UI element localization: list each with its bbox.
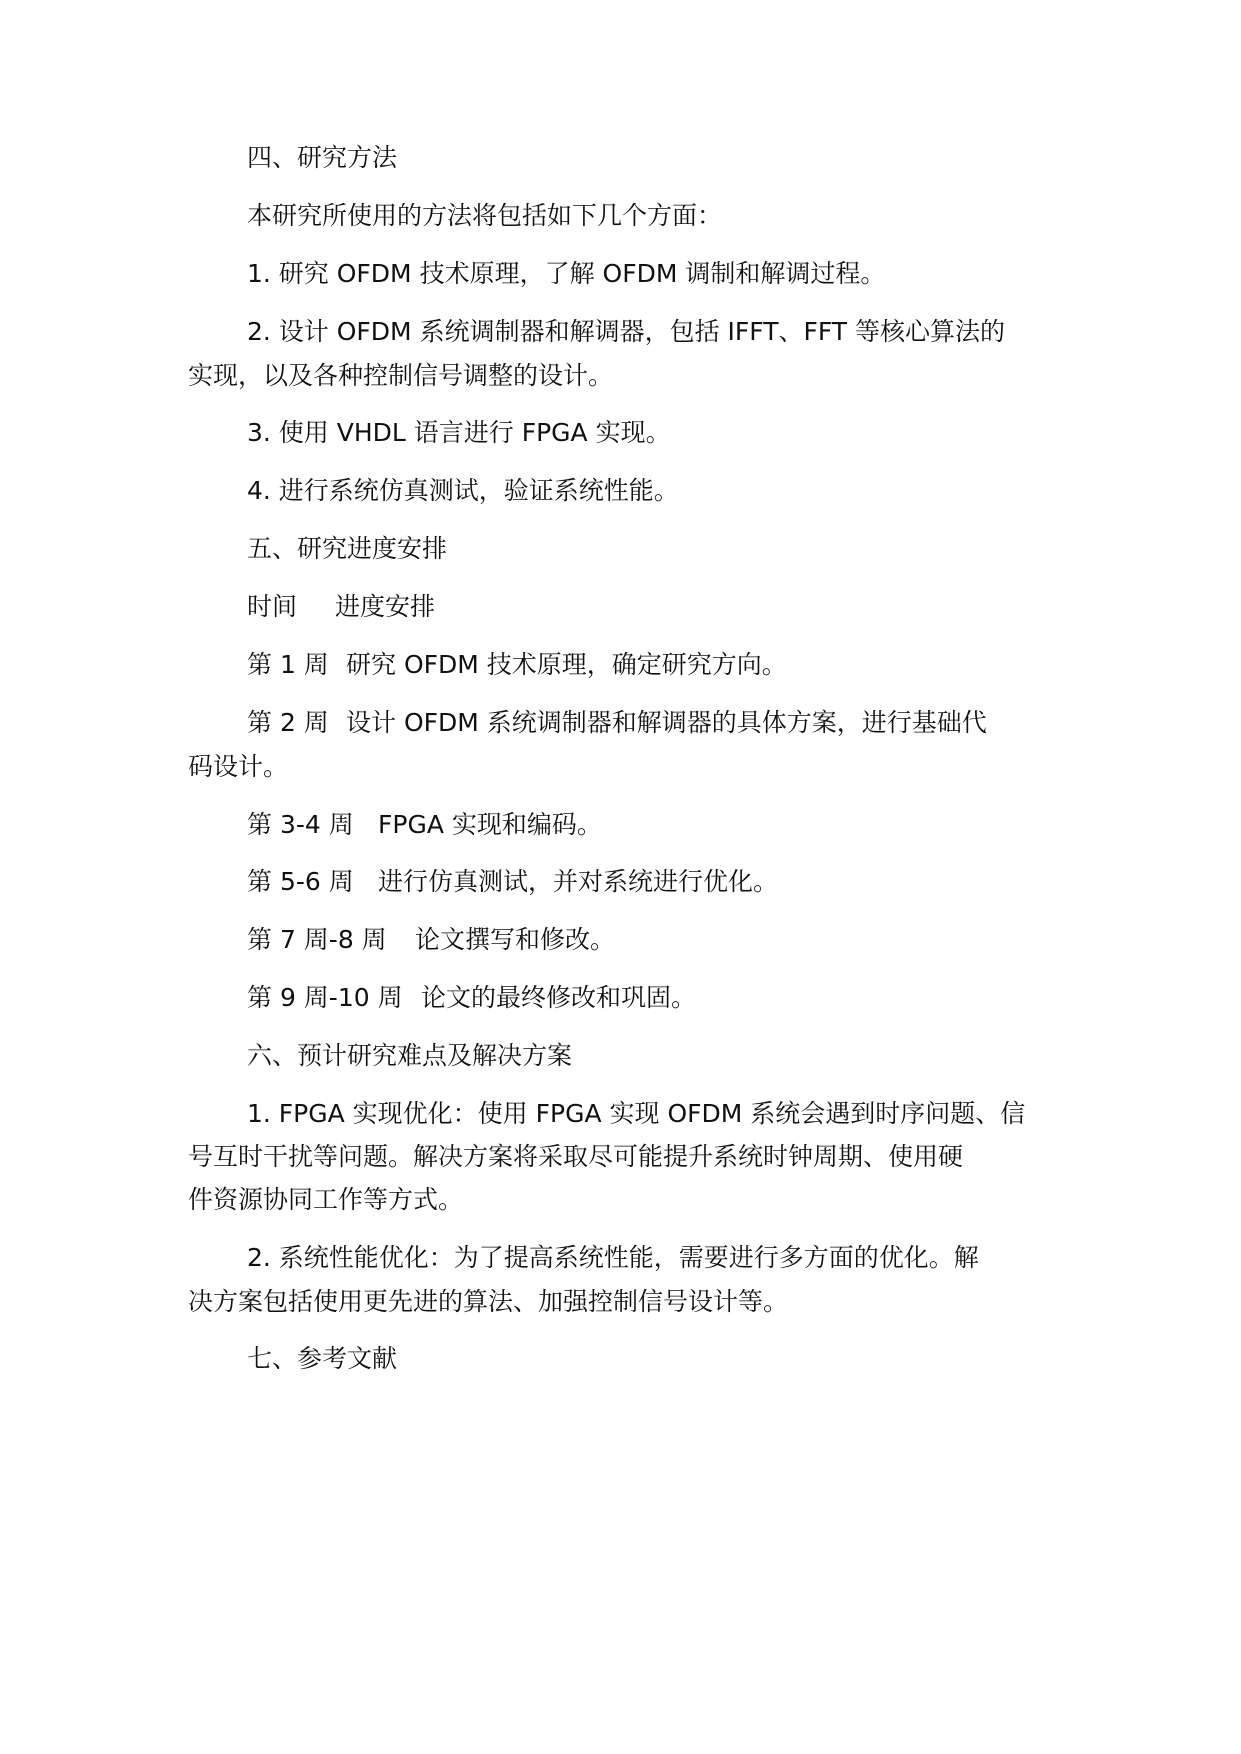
section-heading-research-methods: 四、研究方法 <box>247 143 398 172</box>
schedule-row-time: 第 3-4 周 <box>247 810 354 839</box>
schedule-header-time: 时间 <box>247 592 298 621</box>
schedule-row-plan: 研究 OFDM 技术原理，确定研究方向。 <box>346 650 787 679</box>
schedule-row-time: 第 5-6 周 <box>247 867 354 896</box>
paragraph-methods-intro: 本研究所使用的方法将包括如下几个方面： <box>247 201 723 230</box>
schedule-row <box>247 925 615 955</box>
list-item-difficulty-1-line-2: 号互时干扰等问题。解决方案将采取尽可能提升系统时钟周期、使用硬 <box>188 1142 964 1171</box>
schedule-row-plan: 设计 OFDM 系统调制器和解调器的具体方案，进行基础代 <box>346 708 987 737</box>
schedule-row <box>247 810 602 840</box>
schedule-row <box>247 708 987 738</box>
schedule-header <box>247 592 435 622</box>
schedule-row-time: 第 2 周 <box>247 708 329 737</box>
schedule-row-plan: 论文的最终修改和巩固。 <box>421 983 697 1012</box>
schedule-row <box>247 650 787 680</box>
list-item-method-3: 3. 使用 VHDL 语言进行 FPGA 实现。 <box>247 418 671 447</box>
list-item-difficulty-1-line-3: 件资源协同工作等方式。 <box>188 1185 464 1214</box>
schedule-header-plan: 进度安排 <box>335 592 436 621</box>
list-item-method-2-line-2: 实现，以及各种控制信号调整的设计。 <box>188 361 614 390</box>
section-heading-references: 七、参考文献 <box>247 1344 398 1373</box>
schedule-row-plan: 论文撰写和修改。 <box>415 925 616 954</box>
schedule-row-time: 第 1 周 <box>247 650 329 679</box>
list-item-method-2-line-1: 2. 设计 OFDM 系统调制器和解调器，包括 IFFT、FFT 等核心算法的 <box>247 317 1006 346</box>
list-item-method-1: 1. 研究 OFDM 技术原理，了解 OFDM 调制和解调过程。 <box>247 259 886 288</box>
section-heading-schedule: 五、研究进度安排 <box>247 534 448 563</box>
list-item-method-4: 4. 进行系统仿真测试，验证系统性能。 <box>247 476 679 505</box>
section-heading-difficulties: 六、预计研究难点及解决方案 <box>247 1041 573 1070</box>
list-item-difficulty-1-line-1: 1. FPGA 实现优化：使用 FPGA 实现 OFDM 系统会遇到时序问题、信 <box>247 1099 1026 1128</box>
list-item-difficulty-2-line-1: 2. 系统性能优化：为了提高系统性能，需要进行多方面的优化。解 <box>247 1243 979 1272</box>
schedule-row-plan-continuation: 码设计。 <box>188 752 289 781</box>
schedule-row <box>247 867 778 897</box>
schedule-row-time: 第 9 周-10 周 <box>247 983 403 1012</box>
schedule-row <box>247 983 696 1013</box>
schedule-row-time: 第 7 周-8 周 <box>247 925 387 954</box>
schedule-row-plan: FPGA 实现和编码。 <box>378 810 602 839</box>
schedule-row-plan: 进行仿真测试，并对系统进行优化。 <box>378 867 779 896</box>
list-item-difficulty-2-line-2: 决方案包括使用更先进的算法、加强控制信号设计等。 <box>188 1287 789 1316</box>
